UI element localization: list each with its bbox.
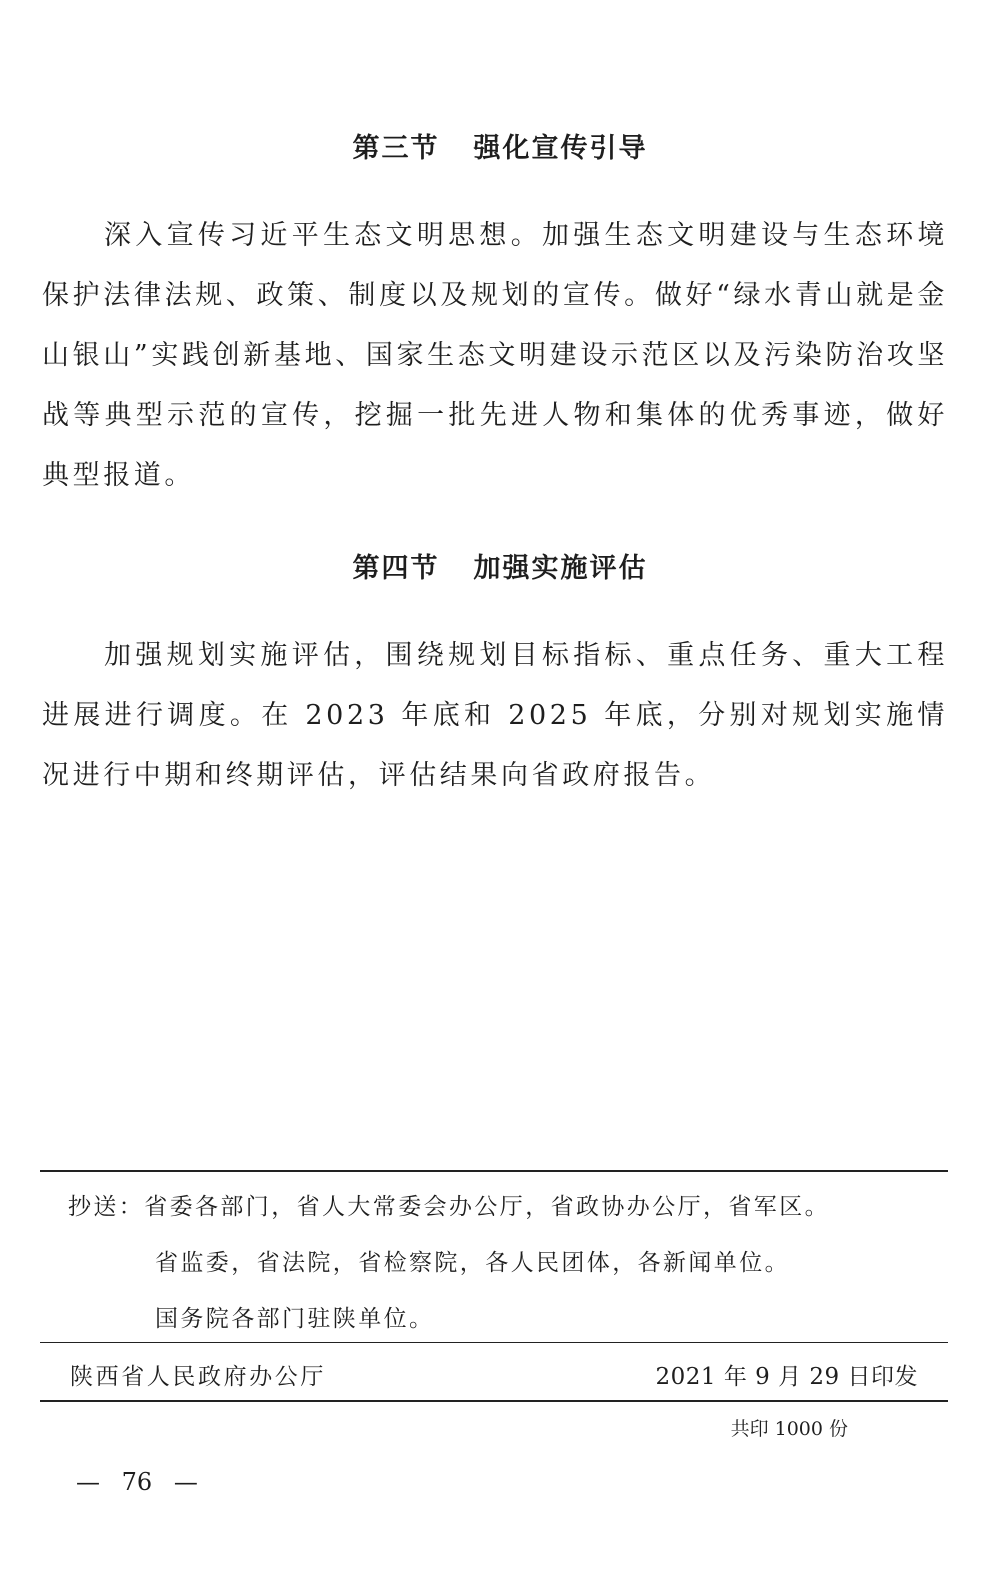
distribution-line: 国务院各部门驻陕单位。 bbox=[155, 1306, 435, 1332]
section-paragraph: 加强规划实施评估，围绕规划目标指标、重点任务、重大工程进展进行调度。在 2023 年底和 2025 年底，分别对规划实施情况进行中期和终期评估，评估结果向省政府报告。 bbox=[42, 640, 948, 791]
page-number-block bbox=[76, 1468, 198, 1496]
distribution-recipients: 省委各部门，省人大常委会办公厅，省政协办公厅，省军区。 bbox=[144, 1194, 831, 1220]
section-heading bbox=[0, 126, 1000, 165]
section-title: 加强实施评估 bbox=[473, 553, 648, 584]
page-number: 76 bbox=[121, 1468, 153, 1496]
section-heading bbox=[0, 546, 1000, 585]
page-number-dash-left: — bbox=[76, 1468, 100, 1496]
page-number-dash-right: — bbox=[173, 1468, 198, 1496]
section-title: 强化宣传引导 bbox=[473, 133, 648, 164]
footer-top-rule bbox=[40, 1170, 948, 1172]
section-paragraph: 深入宣传习近平生态文明思想。加强生态文明建设与生态环境保护法律法规、政策、制度以及规划的宣传。做好“绿水青山就是金山银山”实践创新基地、国家生态文明建设示范区以及污染防治攻坚战等典型示范的宣传，挖掘一批先进人物和集体的优秀事迹，做好典型报道。 bbox=[42, 220, 948, 491]
print-copies: 共印 1000 份 bbox=[730, 1418, 848, 1440]
section-number: 第三节 bbox=[352, 133, 440, 164]
footer-middle-rule bbox=[40, 1342, 948, 1343]
issue-date: 2021 年 9 月 29 日印发 bbox=[655, 1364, 918, 1390]
distribution-line bbox=[68, 1188, 830, 1221]
distribution-line: 省监委，省法院，省检察院，各人民团体，各新闻单位。 bbox=[155, 1250, 790, 1276]
section-number: 第四节 bbox=[352, 553, 440, 584]
footer-bottom-rule bbox=[40, 1400, 948, 1402]
distribution-label: 抄送： bbox=[68, 1194, 145, 1220]
issuer: 陕西省人民政府办公厅 bbox=[70, 1364, 326, 1390]
